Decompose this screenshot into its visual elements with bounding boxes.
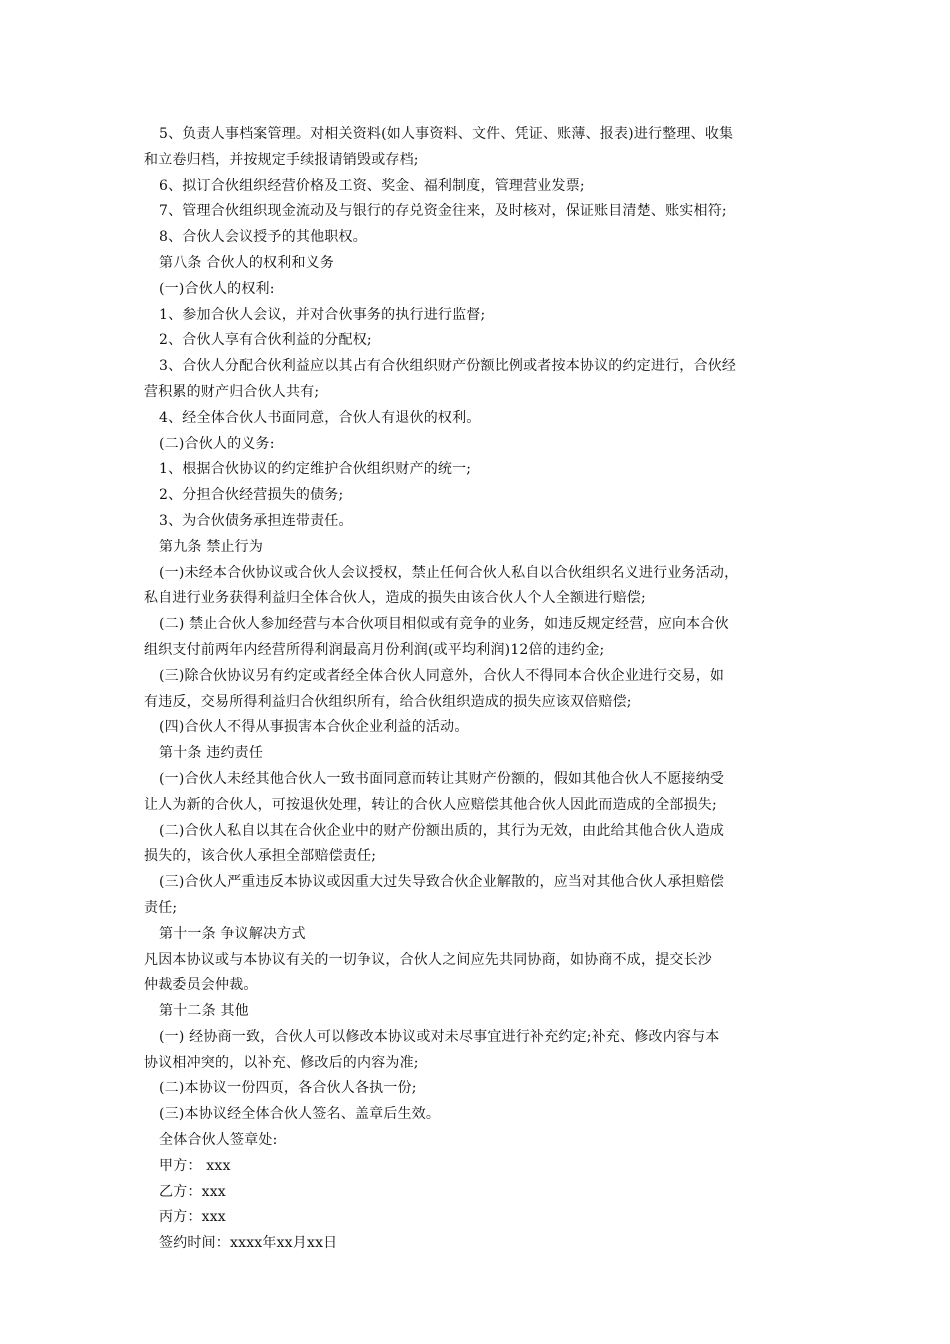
text-line: 仲裁委员会仲裁。 (144, 977, 258, 994)
text-line: (二)本协议一份四页，各合伙人各执一份; (159, 1080, 417, 1097)
text-line: 6、拟订合伙组织经营价格及工资、奖金、福利制度，管理营业发票; (159, 177, 585, 194)
text-line: (三)除合伙协议另有约定或者经全体合伙人同意外，合伙人不得同本合伙企业进行交易，如 (159, 667, 725, 684)
text-line: 私自进行业务获得利益归全体合伙人，造成的损失由该合伙人个人全额进行赔偿; (144, 590, 646, 607)
text-line: 第十二条 其他 (159, 1003, 249, 1020)
document-body (144, 122, 816, 1257)
text-line: 3、合伙人分配合伙利益应以其占有合伙组织财产份额比例或者按本协议的约定进行，合伙经 (159, 358, 737, 375)
text-line: 全体合伙人签章处: (159, 1132, 278, 1149)
text-line: (一)合伙人未经其他合伙人一致书面同意而转让其财产份额的，假如其他合伙人不愿接纳受 (159, 770, 725, 787)
text-line: (三)合伙人严重违反本协议或因重大过失导致合伙企业解散的，应当对其他合伙人承担赔偿 (159, 874, 725, 891)
text-line: 3、为合伙债务承担连带责任。 (159, 512, 353, 529)
text-line: 第十一条 争议解决方式 (159, 925, 306, 942)
text-line: 乙方：xxx (159, 1183, 226, 1200)
text-line: (一)合伙人的权利: (159, 280, 275, 297)
text-line: (四)合伙人不得从事损害本合伙企业利益的活动。 (159, 719, 469, 736)
text-line: 第九条 禁止行为 (159, 538, 264, 555)
text-line: 2、合伙人享有合伙利益的分配权; (159, 332, 372, 349)
text-line: 让人为新的合伙人，可按退伙处理，转让的合伙人应赔偿其他合伙人因此而造成的全部损失; (144, 796, 717, 813)
text-line: (一)未经本合伙协议或合伙人会议授权，禁止任何合伙人私自以合伙组织名义进行业务活动， (159, 564, 739, 581)
text-line: (二)合伙人的义务: (159, 435, 275, 452)
text-line: 甲方： xxx (159, 1157, 231, 1174)
text-line: 8、合伙人会议授予的其他职权。 (159, 229, 367, 246)
text-line: 2、分担合伙经营损失的债务; (159, 487, 344, 504)
text-line: (二) 禁止合伙人参加经营与本合伙项目相似或有竞争的业务，如违反规定经营，应向本合伙 (159, 616, 729, 633)
text-line: (三)本协议经全体合伙人签名、盖章后生效。 (159, 1106, 441, 1123)
text-line: 凡因本协议或与本协议有关的一切争议，合伙人之间应先共同协商，如协商不成，提交长沙 (144, 951, 712, 968)
text-line: 7、管理合伙组织现金流动及与银行的存兑资金往来，及时核对，保证账目清楚、账实相符; (159, 203, 727, 220)
text-line: 1、参加合伙人会议，并对合伙事务的执行进行监督; (159, 306, 486, 323)
text-line: 和立卷归档，并按规定手续报请销毁或存档; (144, 151, 419, 168)
text-line: 丙方：xxx (159, 1209, 226, 1226)
text-line: 第十条 违约责任 (159, 745, 264, 762)
text-line: 1、根据合伙协议的约定维护合伙组织财产的统一; (159, 461, 472, 478)
text-line: 5、负责人事档案管理。对相关资料(如人事资料、文件、凭证、账薄、报表)进行整理、收集 (159, 126, 734, 142)
text-line: 第八条 合伙人的权利和义务 (159, 254, 335, 271)
text-line: 营积累的财产归合伙人共有; (144, 383, 320, 400)
text-line: (二)合伙人私自以其在合伙企业中的财产份额出质的，其行为无效，由此给其他合伙人造成 (159, 822, 725, 839)
text-line: (一) 经协商一致，合伙人可以修改本协议或对未尽事宜进行补充约定;补充、修改内容与本 (159, 1028, 720, 1045)
text-line: 责任; (144, 899, 178, 916)
text-line: 损失的，该合伙人承担全部赔偿责任; (144, 848, 377, 865)
text-line: 签约时间：xxxx年xx月xx日 (159, 1235, 338, 1252)
text-line: 协议相冲突的，以补充、修改后的内容为准; (144, 1054, 419, 1071)
text-line: 组织支付前两年内经营所得利润最高月份利润(或平均利润)12倍的违约金; (144, 641, 605, 658)
text-line: 有违反，交易所得利益归合伙组织所有，给合伙组织造成的损失应该双倍赔偿; (144, 693, 632, 710)
text-line: 4、经全体合伙人书面同意，合伙人有退伙的权利。 (159, 409, 481, 426)
